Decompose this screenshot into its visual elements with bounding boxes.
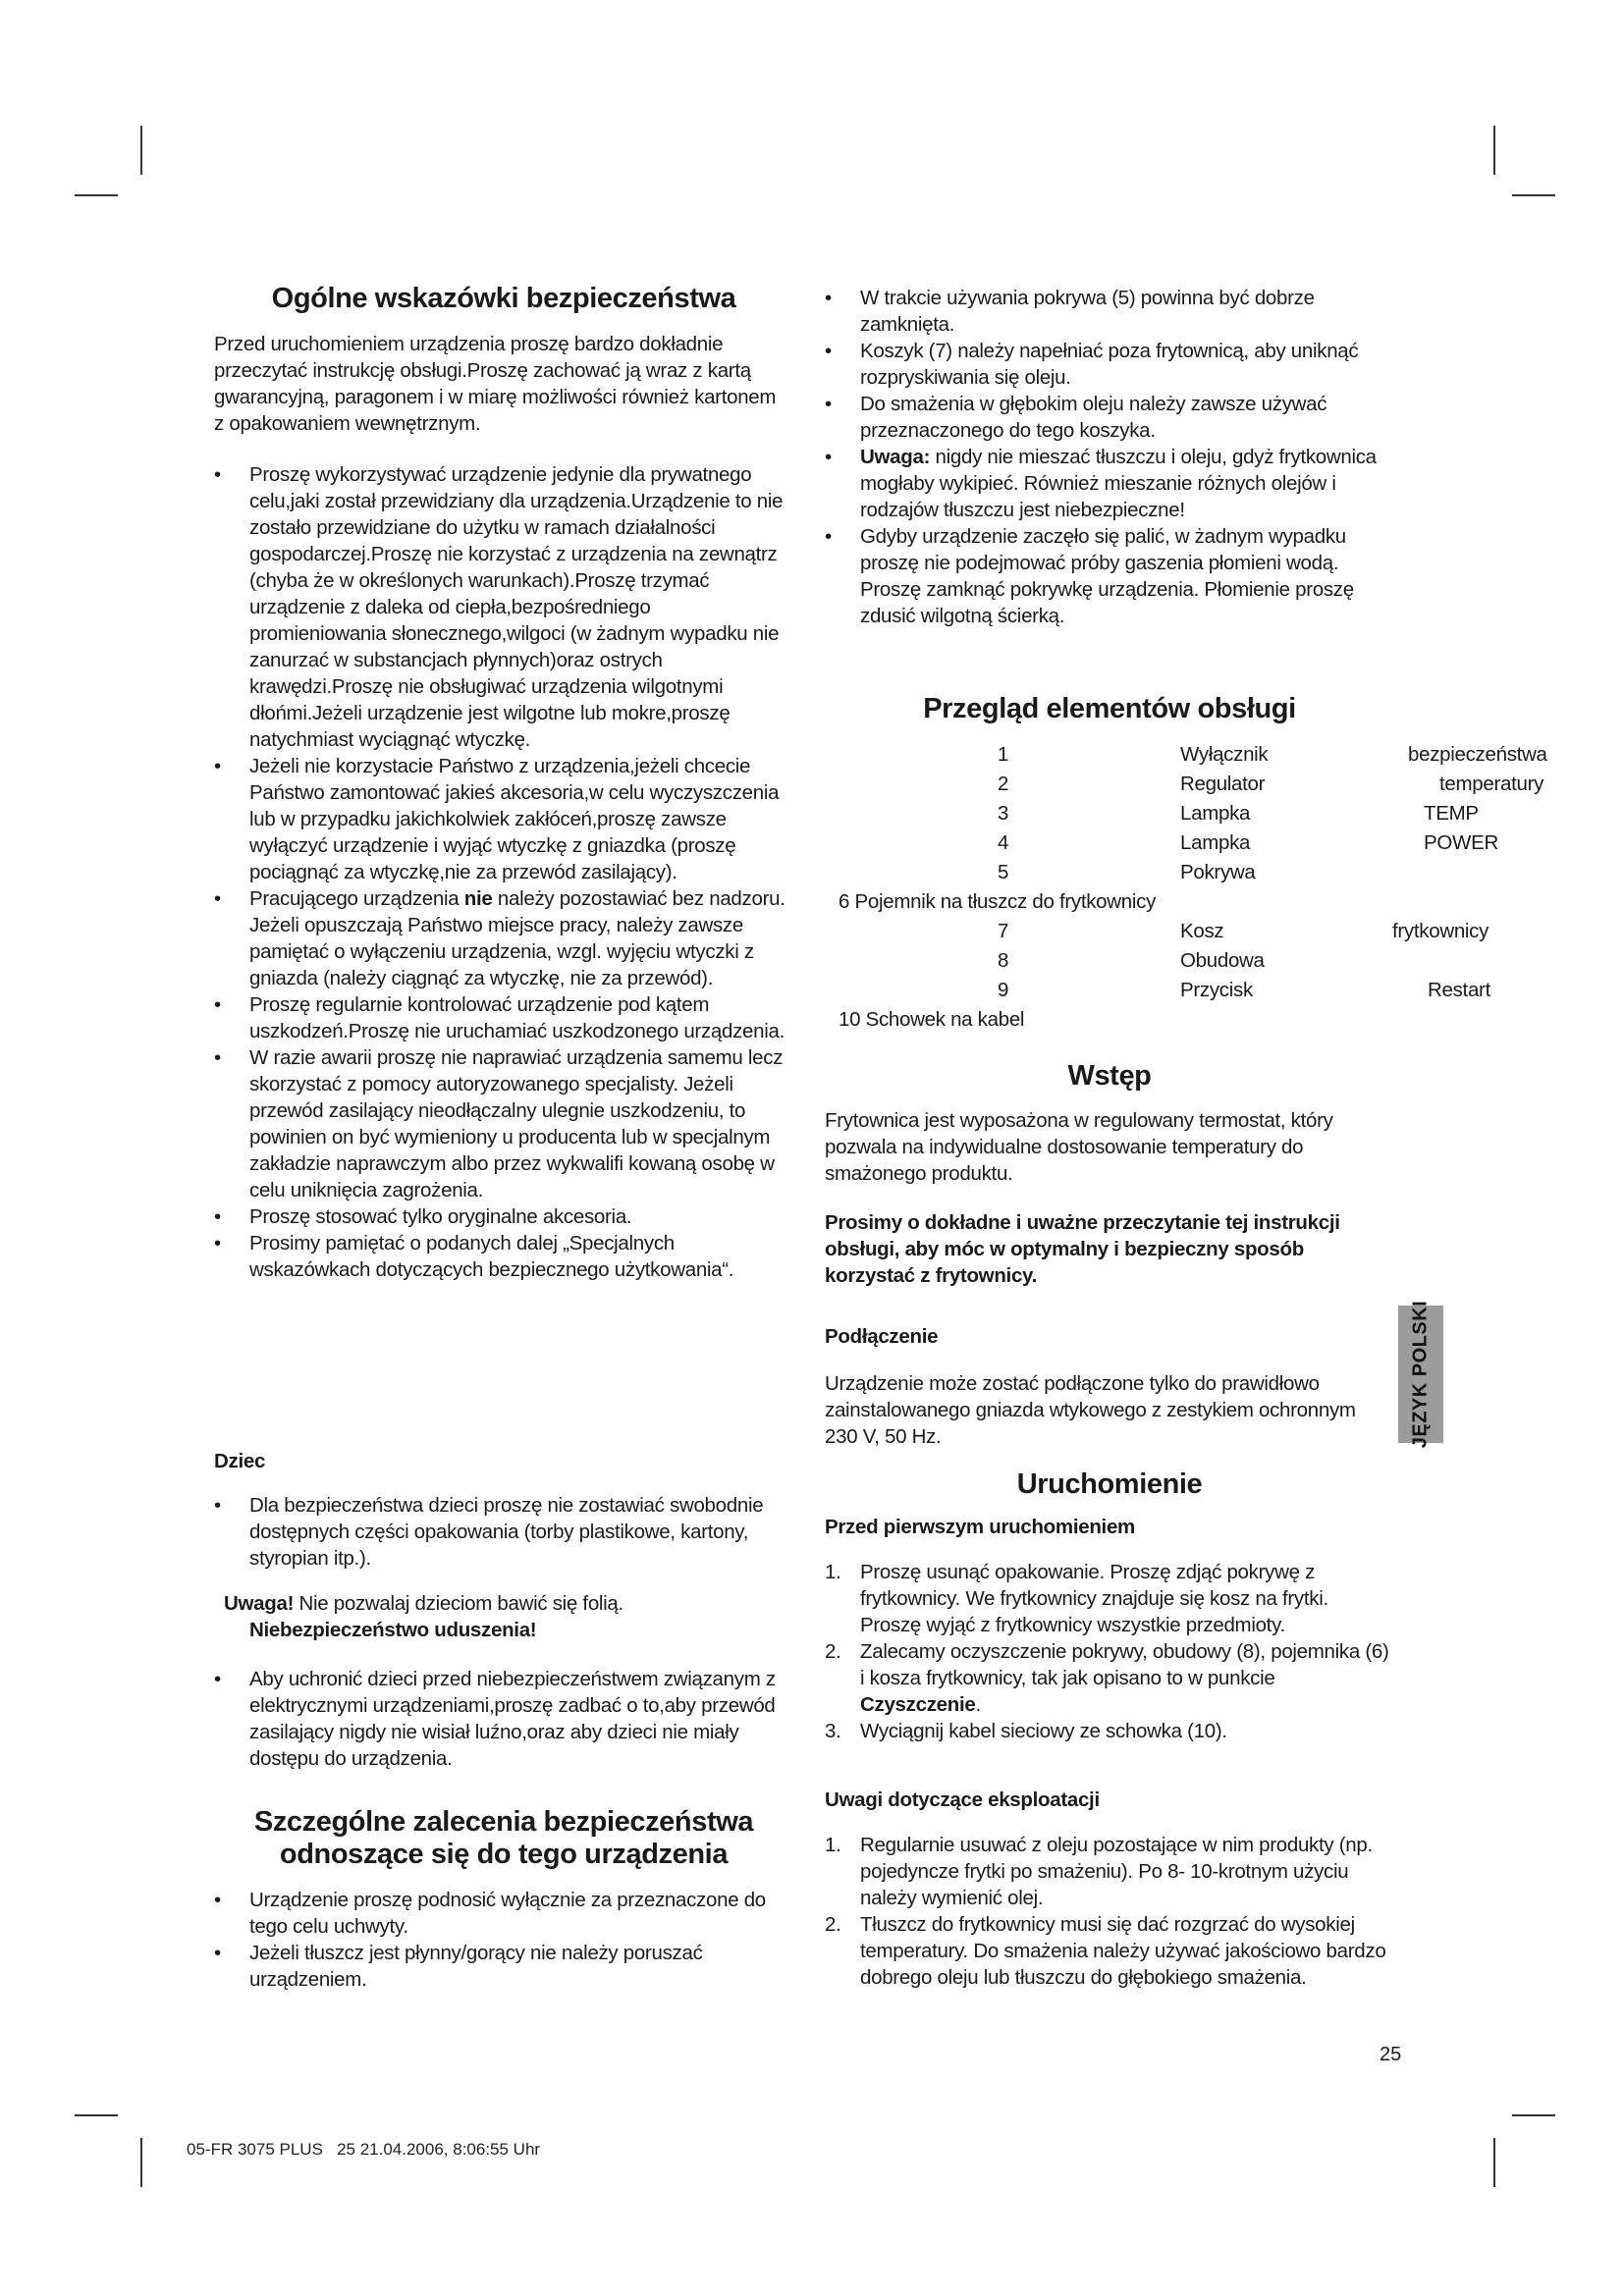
overview-name: Wyłącznik — [1180, 743, 1269, 766]
overview-row — [825, 888, 1610, 918]
overview-num: 1 — [998, 743, 1009, 766]
overview-row — [825, 947, 1610, 977]
overview-row — [825, 1006, 1610, 1036]
overview-name: Regulator — [1180, 773, 1266, 795]
overview-row — [825, 741, 1610, 771]
list-item: • Koszyk (7) należy napełniać poza frytownicą, aby uniknąć rozpryskiwania się oleju. — [825, 338, 1394, 391]
list-item — [825, 444, 1394, 523]
overview-table — [825, 741, 1610, 1036]
overview-extra: temperatury — [1439, 773, 1544, 795]
children-list — [214, 1492, 788, 1572]
overview-row-10: 10 Schowek na kabel — [839, 1008, 1025, 1031]
list-item: • Proszę wykorzystywać urządzenie jedynie dla prywatnego celu,jaki został przewidziany dla urządzenia.Urządzenie to nie zostało przewidziane do użytku w ramach działalności gospodarczej.Proszę nie korzystać z urządzenia na zewnątrz (chyba że w określonych warunkach).Proszę trzymać urządzenie z daleka od ciepła,bezpośredniego promieniowania słonecznego,wilgoci (w żadnym wypadku nie zanurzać w substancjach płynnych)oraz ostrych krawędzi.Proszę nie obsługiwać urządzenia wilgotnymi dłońmi.Jeżeli urządzenie jest wilgotne lub mokre,proszę natychmiast wyciągnąć wtyczkę. — [214, 461, 788, 753]
general-safety-title: Ogólne wskazówki bezpieczeństwa — [271, 283, 736, 314]
crop-mark — [1512, 2114, 1555, 2116]
first-use-list — [825, 1559, 1394, 1744]
overview-num: 4 — [998, 831, 1009, 854]
special-safety-list — [214, 1887, 784, 1993]
uwaga-text: nigdy nie mieszać tłuszczu i oleju, gdyż frytkownica mogłaby wykipieć. Również mieszanie różnych olejów i rodzajów tłuszczu jest niebezpieczne! — [860, 446, 1377, 521]
overview-name: Obudowa — [1180, 949, 1265, 972]
list-item: • Jeżeli tłuszcz jest płynny/gorący nie należy poruszać urządzeniem. — [214, 1940, 784, 1993]
overview-row — [825, 800, 1610, 829]
overview-extra: bezpieczeństwa — [1408, 743, 1547, 766]
crop-mark — [75, 2114, 118, 2116]
intro-title: Wstęp — [1067, 1060, 1152, 1092]
list-item: 3. Wyciągnij kabel sieciowy ze schowka (10). — [825, 1720, 1227, 1742]
list-item: • Jeżeli nie korzystacie Państwo z urządzenia,jeżeli chcecie Państwo zamontować jakieś akcesoria,w celu wyczyszczenia lub w przypadku jakichkolwiek zakłóceń,proszę zawsze wyłączyć urządzenie i wyjąć wtyczkę z gniazdka (proszę pociągnąć za wtyczkę,nie za przewód zasilający). — [214, 753, 788, 885]
step-text: Zalecamy oczyszczenie pokrywy, obudowy (8), pojemnika (6) i kosza frytkownicy, tak jak opisano to w punkcie — [860, 1640, 1389, 1689]
operation-heading: Uwagi dotyczące eksploatacji — [825, 1789, 1100, 1811]
warning-label: Uwaga! — [224, 1592, 295, 1615]
crop-mark — [140, 2138, 142, 2187]
overview-title: Przegląd elementów obsługi — [923, 693, 1296, 724]
list-item: • Aby uchronić dzieci przed niebezpieczeństwem związanym z elektrycznymi urządzeniami,proszę zadbać o to,aby przewód zasilający nigdy nie wisiał luźno,oraz aby dzieci nie miały dostępu do urządzenia. — [214, 1666, 793, 1772]
list-item: 1. Proszę usunąć opakowanie. Proszę zdjąć pokrywę z frytkownicy. We frytkownicy znajduje się kosz na frytki. Proszę wyjąć z frytkownicy wszystkie przedmioty. — [825, 1561, 1328, 1636]
list-item: • W razie awarii proszę nie naprawiać urządzenia samemu lecz skorzystać z pomocy autoryzowanego specjalisty. Jeżeli przewód zasilający nieodłączalny ulegnie uszkodzeniu, to powinien on być wymieniony u producenta lub w specjalnym zakładzie naprawczym albo przez wykwalifi kowaną osobę w celu uniknięcia zagrożenia. — [214, 1044, 788, 1203]
startup-title: Uruchomienie — [1016, 1468, 1203, 1500]
list-item: 2. Tłuszcz do frytkownicy musi się dać rozgrzać do wysokiej temperatury. Do smażenia należy używać jakościowo bardzo dobrego oleju lub tłuszczu do głębokiego smażenia. — [825, 1913, 1386, 1989]
overview-row — [825, 977, 1610, 1006]
overview-name: Lampka — [1180, 802, 1251, 825]
connection-text: Urządzenie może zostać podłączone tylko do prawidłowo zainstalowanego gniazda wtykowego z zestykiem ochronnym 230 V, 50 Hz. — [825, 1372, 1356, 1448]
bullet-bold-nie: nie — [463, 887, 493, 910]
bullet-text: należy pozostawiać bez nadzoru. Jeżeli opuszczają Państwo miejsce pracy, należy zawsze pamiętać o wyłączeniu urządzenia, wzgl. wyjęciu wtyczki z gniazda (należy ciągnąć za wtyczkę, nie za przewód). — [249, 887, 785, 989]
step-bold: Czyszczenie — [860, 1693, 976, 1716]
usage-safety-list — [825, 285, 1394, 629]
list-item: • Proszę regularnie kontrolować urządzenie pod kątem uszkodzeń.Proszę nie uruchamiać uszkodzonego urządzenia. — [214, 991, 788, 1044]
crop-mark — [140, 126, 142, 175]
overview-extra: frytkownicy — [1392, 920, 1489, 942]
special-title-line1: Szczególne zalecenia bezpieczeństwa — [253, 1806, 754, 1838]
crop-mark — [1512, 194, 1555, 196]
list-item: • Prosimy pamiętać o podanych dalej „Specjalnych wskazówkach dotyczących bezpiecznego użytkowania“. — [214, 1230, 788, 1283]
overview-name: Kosz — [1180, 920, 1224, 942]
intro-text: Frytownica jest wyposażona w regulowany termostat, który pozwala na indywidualne dostosowanie temperatury do smażonego produktu. — [825, 1109, 1333, 1185]
step-text: Regularnie usuwać z oleju pozostające w nim produkty (np. pojedyncze frytki po smażeniu). Po 8- 10-krotnym użyciu należy wymienić olej. — [860, 1834, 1373, 1909]
list-item: • Gdyby urządzenie zaczęło się palić, w żadnym wypadku proszę nie podejmować próby gaszenia płomieni wodą. Proszę zamknąć pokrywkę urządzenia. Płomienie proszę zdusić wilgotną ścierką. — [825, 523, 1394, 629]
overview-row — [825, 771, 1610, 800]
special-safety-title — [214, 1806, 793, 1871]
special-title-line2: odnoszące się do tego urządzenia — [279, 1839, 729, 1870]
overview-num: 8 — [998, 949, 1009, 972]
overview-num: 2 — [998, 773, 1009, 795]
connection-heading: Podłączenie — [825, 1325, 939, 1348]
overview-extra: Restart — [1428, 979, 1490, 1001]
page-number: 25 — [1380, 2044, 1402, 2065]
overview-extra: TEMP — [1424, 802, 1479, 825]
overview-name: Lampka — [1180, 831, 1251, 854]
print-footer: 05-FR 3075 PLUS 25 21.04.2006, 8:06:55 Uhr — [187, 2140, 541, 2159]
overview-num: 5 — [998, 861, 1009, 883]
first-use-heading: Przed pierwszym uruchomieniem — [825, 1516, 1135, 1538]
list-item — [214, 885, 788, 991]
crop-mark — [75, 194, 118, 196]
overview-name: Pokrywa — [1180, 861, 1256, 883]
uwaga-label: Uwaga: — [860, 446, 931, 468]
overview-num: 3 — [998, 802, 1009, 825]
overview-num: 9 — [998, 979, 1009, 1001]
general-safety-list — [214, 461, 788, 1283]
overview-row — [825, 918, 1610, 947]
crop-mark — [1493, 2138, 1495, 2187]
list-item: • Proszę stosować tylko oryginalne akcesoria. — [214, 1203, 788, 1230]
warning-block — [224, 1590, 788, 1643]
language-tab — [1398, 1300, 1443, 1449]
overview-num: 7 — [998, 920, 1009, 942]
overview-row-6: 6 Pojemnik na tłuszcz do frytkownicy — [839, 890, 1157, 913]
intro-bold-text: Prosimy o dokładne i uważne przeczytanie tej instrukcji obsługi, aby móc w optymalny i bezpieczny sposób korzystać z frytownicy. — [825, 1211, 1340, 1287]
children-heading: Dziec — [214, 1450, 266, 1472]
bullet-text: Pracującego urządzenia — [249, 887, 460, 910]
list-item: 1. Regularnie usuwać z oleju pozostające w nim produkty (np. pojedyncze frytki po smażeniu). Po 8- 10-krotnym użyciu należy wymienić olej. — [825, 1834, 1373, 1909]
overview-row — [825, 859, 1610, 888]
overview-extra: POWER — [1424, 831, 1498, 854]
list-item: • W trakcie używania pokrywa (5) powinna być dobrze zamknięta. — [825, 285, 1394, 338]
warning-danger: Niebezpieczeństwo uduszenia! — [249, 1619, 537, 1641]
list-item: 2. Zalecamy oczyszczenie pokrywy, obudowy (8), pojemnika (6) i kosza frytkownicy, tak jak opisano to w punkcie Czyszczenie. — [825, 1640, 1389, 1716]
warning-text: Nie pozwalaj dzieciom bawić się folią. — [298, 1592, 623, 1615]
overview-row — [825, 829, 1610, 859]
step-text: Proszę usunąć opakowanie. Proszę zdjąć pokrywę z frytkownicy. We frytkownicy znajduje się kosz na frytki. Proszę wyjąć z frytkownicy wszystkie przedmioty. — [860, 1561, 1328, 1636]
step-text: Wyciągnij kabel sieciowy ze schowka (10). — [860, 1720, 1227, 1742]
children-list-2 — [214, 1666, 793, 1772]
operation-list — [825, 1832, 1394, 1991]
list-item: • Urządzenie proszę podnosić wyłącznie za przeznaczone do tego celu uchwyty. — [214, 1887, 784, 1940]
list-item: • Dla bezpieczeństwa dzieci proszę nie zostawiać swobodnie dostępnych części opakowania (torby plastikowe, kartony, styropian itp.). — [214, 1492, 788, 1572]
intro-paragraph: Przed uruchomieniem urządzenia proszę bardzo dokładnie przeczytać instrukcję obsługi.Proszę zachować ją wraz z kartą gwarancyjną, paragonem i w miarę możliwości również kartonem z opakowaniem wewnętrznym. — [214, 333, 777, 435]
language-tab-label: JĘZYK POLSKI — [1409, 1300, 1432, 1449]
crop-mark — [1493, 126, 1495, 175]
overview-name: Przycisk — [1180, 979, 1253, 1001]
list-item: • Do smażenia w głębokim oleju należy zawsze używać przeznaczonego do tego koszyka. — [825, 391, 1394, 444]
step-text: Tłuszcz do frytkownicy musi się dać rozgrzać do wysokiej temperatury. Do smażenia należy używać jakościowo bardzo dobrego oleju lub tłuszczu do głębokiego smażenia. — [860, 1913, 1386, 1989]
